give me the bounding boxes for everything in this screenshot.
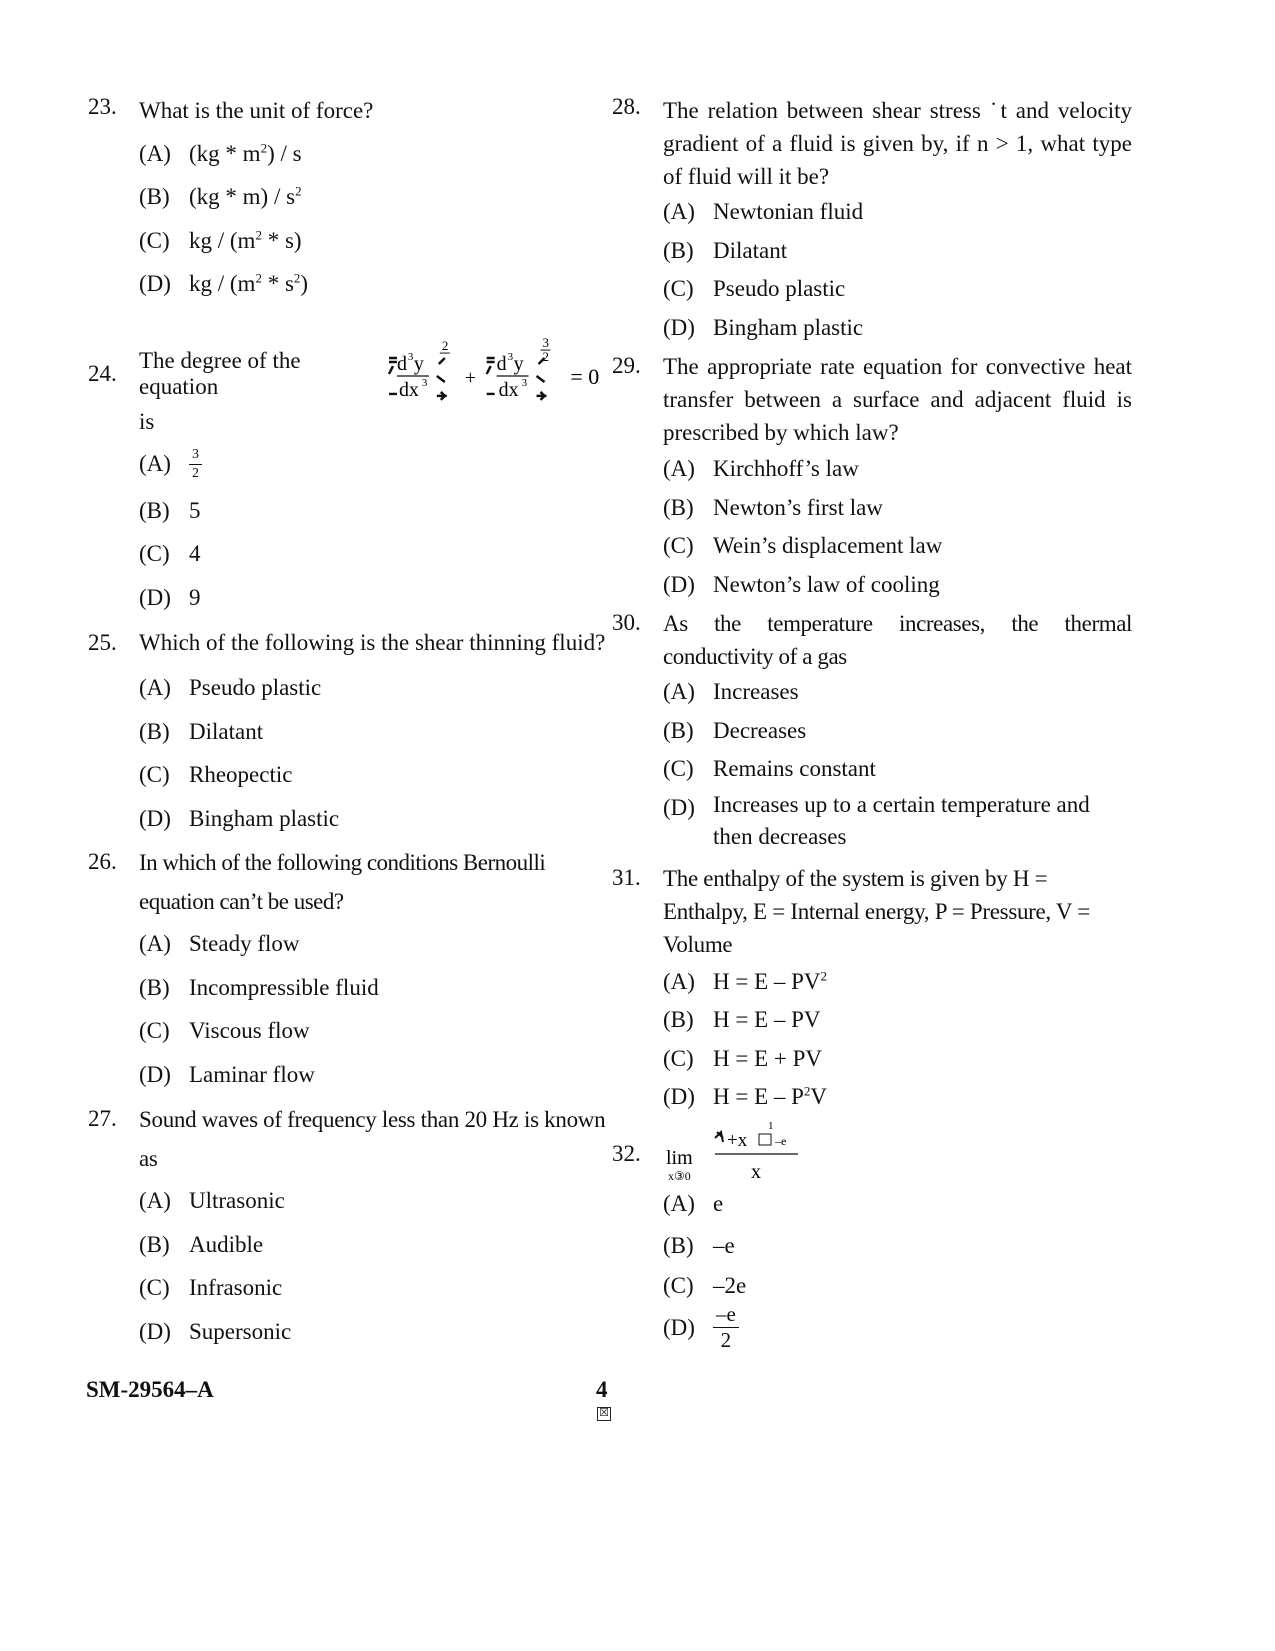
svg-text:3: 3 — [521, 376, 527, 389]
page-number: 4 — [596, 1377, 608, 1402]
option-a[interactable]: (A) $H = E - PV^2$ — [663, 968, 828, 994]
svg-text:3: 3 — [507, 350, 513, 363]
question-number: 32. — [612, 1140, 641, 1166]
svg-text:d: d — [496, 352, 507, 375]
svg-text:dx: dx — [398, 378, 419, 401]
question-number: 28. — [612, 94, 641, 119]
question-29 — [612, 347, 1132, 604]
svg-text:y: y — [513, 352, 524, 375]
option-d[interactable]: (D) Bingham plastic — [139, 805, 340, 831]
option-a[interactable]: (A) Pseudo plastic — [139, 675, 322, 701]
question-number: 27. — [88, 1105, 117, 1131]
question-26 — [88, 843, 618, 1097]
booklet-code: SM-29564–A — [86, 1377, 214, 1402]
question-number: 25. — [88, 629, 117, 655]
option-c[interactable]: (C) –2e — [663, 1272, 747, 1298]
question-text: The degree of the equation — [139, 347, 301, 399]
option-b[interactable]: (B) Newton’s first law — [663, 494, 883, 520]
question-number: 30. — [612, 610, 641, 635]
option-b[interactable]: (B) Audible — [139, 1231, 264, 1257]
option-d[interactable]: (D) kg / $(m^2 * s^2)$ — [139, 270, 309, 297]
option-b[interactable]: (B) $(kg * m) / s^2$ — [139, 183, 302, 210]
question-27 — [88, 1100, 618, 1354]
option-c[interactable]: (C) Infrasonic — [139, 1275, 283, 1301]
option-b[interactable]: (B) –e — [663, 1232, 735, 1258]
question-number: 31. — [612, 864, 641, 890]
question-number: 29. — [612, 353, 641, 378]
option-b[interactable]: (B) Dilatant — [139, 718, 264, 744]
svg-text:x: x — [751, 1160, 761, 1183]
option-b[interactable]: (B) Dilatant — [663, 237, 788, 263]
svg-text:d: d — [396, 352, 407, 375]
question-text: As the temperature increases, the thermal conductivity of a gas — [663, 611, 1132, 669]
question-25 — [88, 623, 618, 841]
left-column — [88, 94, 618, 1354]
svg-text:3: 3 — [421, 376, 428, 389]
question-text: Sound waves of frequency less than 20 Hz is known as — [139, 1106, 606, 1171]
page-footer — [86, 1377, 1186, 1419]
option-c[interactable]: (C) Pseudo plastic — [663, 276, 846, 302]
option-b[interactable]: (B) Incompressible fluid — [139, 974, 379, 1000]
option-c[interactable]: (C) Viscous flow — [139, 1018, 310, 1044]
option-c[interactable]: (C) Rheopectic — [139, 762, 293, 788]
option-d[interactable]: (D) Laminar flow — [139, 1061, 315, 1087]
svg-text:x③0: x③0 — [668, 1168, 691, 1183]
limit-expression — [663, 1118, 813, 1190]
option-a[interactable]: (A) Steady flow — [139, 931, 300, 957]
option-a[interactable]: (A) Kirchhoff’s law — [663, 456, 859, 482]
svg-text:2: 2 — [441, 337, 449, 353]
option-b[interactable]: (B) 5 — [139, 497, 201, 523]
question-32 — [612, 1119, 1132, 1351]
question-text: In which of the following conditions Bernoulli equation can’t be used? — [139, 849, 546, 914]
option-c[interactable]: (C) H = E + PV — [663, 1045, 823, 1071]
option-d[interactable]: (D) $H = E - P^2V$ — [663, 1083, 828, 1110]
option-d[interactable]: (D) Increases up to a certain temperature and then decreases — [663, 791, 1090, 849]
option-c[interactable]: (C) Wein’s displacement law — [663, 533, 943, 559]
option-d[interactable]: (D) Newton’s law of cooling — [663, 571, 940, 597]
question-30 — [612, 604, 1132, 859]
checkbox-mark-icon: ☒ — [597, 1407, 611, 1421]
svg-text:+: + — [464, 366, 476, 389]
option-c[interactable]: (C) Remains constant — [663, 756, 876, 782]
differential-equation — [387, 336, 618, 412]
svg-text:–e: –e — [775, 1133, 787, 1148]
svg-text:= 0: = 0 — [570, 363, 599, 389]
question-text: The appropriate rate equation for convective heat transfer between a surface and adjacent fluid is prescribed by which law? — [663, 354, 1132, 445]
svg-text:lim: lim — [666, 1146, 693, 1169]
option-a[interactable]: (A) e — [663, 1190, 724, 1216]
svg-text:3: 3 — [407, 350, 414, 363]
question-24 — [88, 336, 618, 620]
question-31 — [612, 859, 1132, 1117]
question-text: The relation between shear stress ˙t and velocity gradient of a fluid is given by, if n > 1, what type of fluid will it be? — [663, 98, 1132, 189]
option-a[interactable]: (A) Ultrasonic — [139, 1188, 285, 1214]
option-d[interactable]: (D) $\frac{-e}{2}$ — [663, 1305, 1132, 1351]
svg-text:2: 2 — [542, 348, 549, 364]
option-d[interactable]: (D) Supersonic — [139, 1318, 292, 1344]
option-a[interactable]: (A) $\frac{3}{2}$ — [139, 439, 618, 489]
option-a[interactable]: (A) $(kg * m^2)$ / s — [139, 140, 302, 166]
question-number: 24. — [88, 360, 117, 386]
question-text: Which of the following is the shear thinning fluid? — [139, 630, 606, 655]
svg-text:3: 3 — [542, 335, 549, 350]
question-28 — [612, 94, 1132, 347]
question-text-continued: is — [139, 409, 155, 434]
question-23 — [88, 94, 618, 306]
option-c[interactable]: (C) 4 — [139, 541, 201, 567]
option-d[interactable]: (D) Bingham plastic — [663, 314, 864, 340]
question-number: 26. — [88, 848, 117, 874]
option-b[interactable]: (B) Decreases — [663, 717, 807, 743]
option-d[interactable]: (D) 9 — [139, 584, 201, 610]
right-column — [612, 94, 1132, 1351]
option-b[interactable]: (B) H = E – PV — [663, 1007, 821, 1033]
svg-text:y: y — [413, 352, 424, 375]
question-text: The enthalpy of the system is given by H = Enthalpy, E = Internal energy, P = Pressure, V = Volume — [663, 865, 1090, 957]
question-number: 23. — [88, 94, 117, 119]
svg-text:+x: +x — [727, 1129, 748, 1151]
option-a[interactable]: (A) Increases — [663, 679, 799, 705]
option-c[interactable]: (C) kg / $(m^2 * s)$ — [139, 227, 302, 253]
svg-text:dx: dx — [498, 378, 519, 401]
question-text: What is the unit of force? — [139, 98, 374, 123]
option-a[interactable]: (A) Newtonian fluid — [663, 199, 864, 225]
svg-text:1: 1 — [768, 1119, 774, 1132]
